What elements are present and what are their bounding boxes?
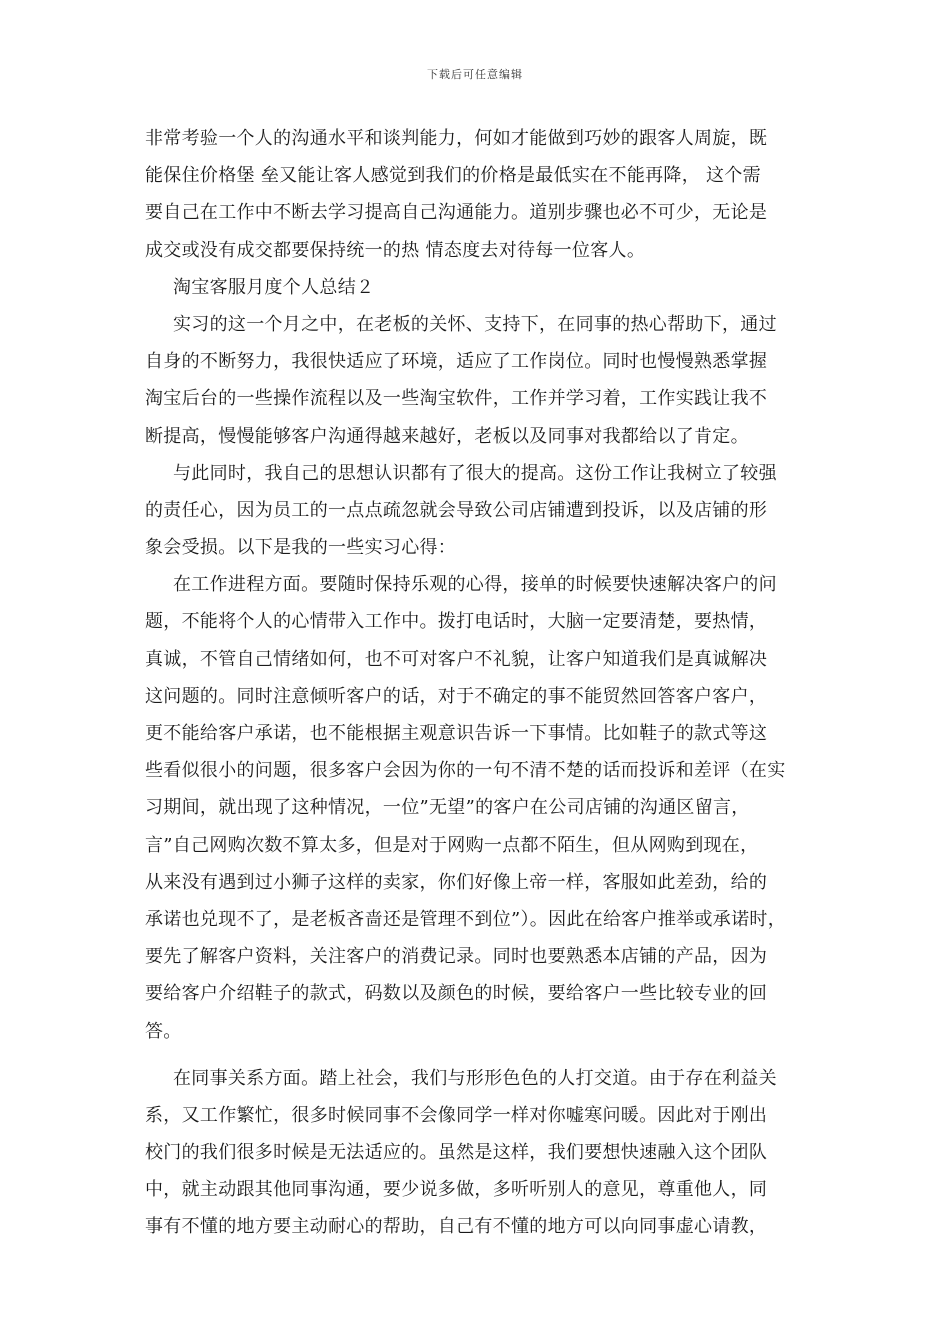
text-line: 事有不懂的地方要主动耐心的帮助，自己有不懂的地方可以向同事虚心请教， [145,1216,768,1238]
text-line: 这问题的。同时注意倾听客户的话，对于不确定的事不能贸然回答客户客户， [145,685,768,707]
text-line: 中，就主动跟其他同事沟通，要少说多做，多听听别人的意见，尊重他人，同 [145,1179,768,1201]
text-line: 象会受损。以下是我的一些实习心得： [145,537,457,559]
text-line: 校门的我们很多时候是无法适应的。虽然是这样，我们要想快速融入这个团队 [145,1142,768,1164]
text-line: 系，又工作繁忙，很多时候同事不会像同学一样对你嘘寒问暖。因此对于刚出 [145,1104,768,1126]
paragraph-spacer [145,1050,815,1060]
text-line: 在同事关系方面。踏上社会，我们与形形色色的人打交道。由于存在利益关 [173,1067,777,1089]
text-line: 要先了解客户资料，关注客户的消费记录。同时也要熟悉本店铺的产品，因为 [145,946,768,968]
text-line: 淘宝客服月度个人总结２ [173,276,375,298]
text-line: 题，不能将个人的心情带入工作中。拨打电话时，大脑一定要清楚，要热情， [145,611,768,633]
text-line: 与此同时，我自己的思想认识都有了很大的提高。这份工作让我树立了较强 [173,462,777,484]
text-line: 断提高，慢慢能够客户沟通得越来越好，老板以及同事对我都给以了肯定。 [145,425,749,447]
text-line: 的责任心，因为员工的一点点疏忽就会导致公司店铺遭到投诉，以及店铺的形 [145,499,768,521]
text-line: 淘宝后台的一些操作流程以及一些淘宝软件，工作并学习着，工作实践让我不 [145,388,768,410]
text-line: 更不能给客户承诺，也不能根据主观意识告诉一下事情。比如鞋子的款式等这 [145,723,768,744]
text-line: 要给客户介绍鞋子的款式，码数以及颜色的时候，要给客户一些比较专业的回 [145,983,768,1005]
text-line: 要自己在工作中不断去学习提高自己沟通能力。道别步骤也必不可少，无论是 [145,202,768,224]
page-header: 下载后可任意编辑 [427,68,523,81]
text-line: 答。 [145,1020,182,1042]
text-line: 言”自己网购次数不算太多，但是对于网购一点都不陌生，但从网购到现在， [145,834,759,856]
text-line: 真诚，不管自己情绪如何，也不可对客户不礼貌，让客户知道我们是真诚解决 [145,648,768,670]
document-body [145,120,815,1246]
text-line: 实习的这一个月之中，在老板的关怀、支持下，在同事的热心帮助下，通过 [173,313,777,335]
text-line: 在工作进程方面。要随时保持乐观的心得，接单的时候要快速解决客户的问 [173,574,777,596]
text-line: 自身的不断努力，我很快适应了环境，适应了工作岗位。同时也慢慢熟悉掌握 [145,351,768,373]
text-line: 成交或没有成交都要保持统一的热 情态度去对待每一位客人。 [145,239,646,261]
text-line: 非常考验一个人的沟通水平和谈判能力，何如才能做到巧妙的跟客人周旋，既 [145,128,768,149]
text-line: 能保住价格堡 垒又能让客人感觉到我们的价格是最低实在不能再降， 这个需 [145,165,761,187]
text-line: 承诺也兑现不了，是老板吝啬还是管理不到位”）。因此在给客户推举或承诺时， [145,908,786,930]
text-line: 从来没有遇到过小狮子这样的卖家，你们好像上帝一样，客服如此差劲，给的 [145,871,768,893]
text-line: 习期间，就出现了这种情况，一位”无望”的客户在公司店铺的沟通区留言， [145,797,750,819]
text-line: 些看似很小的问题，很多客户会因为你的一句不清不楚的话而投诉和差评（在实 [145,760,786,782]
